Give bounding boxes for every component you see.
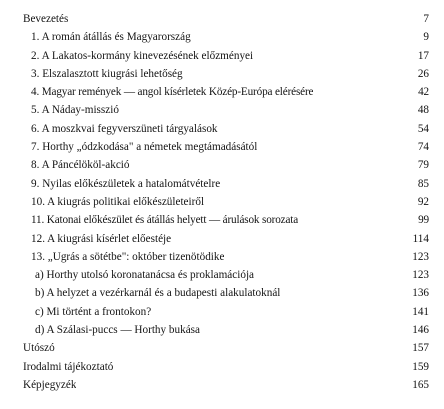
toc-entry xyxy=(23,358,429,376)
toc-entry-title: Képjegyzék xyxy=(23,378,77,391)
toc-entry-title: Utószó xyxy=(23,342,55,355)
toc-entry xyxy=(23,10,429,28)
toc-entry-title: 4. Magyar remények — angol kísérletek Közép-Európa elérésére xyxy=(31,86,314,99)
toc-entry-page-number: 74 xyxy=(417,141,429,154)
toc-entry-page-number: 42 xyxy=(418,86,429,99)
toc-entry-title: c) Mi történt a frontokon? xyxy=(35,305,152,318)
toc-entry-page-number: 92 xyxy=(417,195,429,208)
toc-entry-page-number: 159 xyxy=(412,360,429,373)
toc-entry-title: 5. A Náday-misszió xyxy=(31,104,119,117)
toc-entry-page-number: 99 xyxy=(418,214,429,227)
toc-entry-title: 13. „Ugrás a sötétbe": október tizenötödike xyxy=(31,250,225,263)
toc-entry-title: 6. A moszkvai fegyverszüneti tárgyalások xyxy=(31,122,218,135)
toc-entry-page-number: 48 xyxy=(417,104,429,117)
toc-entry-page-number: 123 xyxy=(412,269,429,282)
toc-entry xyxy=(23,156,429,174)
toc-entry xyxy=(23,230,429,248)
toc-entry-title: b) A helyzet a vezérkarnál és a budapesti alakulatoknál xyxy=(35,287,281,300)
toc-entry-title: a) Horthy utolsó koronatanácsa és proklamációja xyxy=(35,269,255,282)
toc-entry-page-number: 136 xyxy=(412,287,429,300)
toc-entry xyxy=(23,211,429,229)
toc-entry xyxy=(23,284,429,302)
toc-entry-title: 12. A kiugrási kísérlet előestéje xyxy=(31,232,172,245)
toc-entry xyxy=(23,266,429,284)
toc-entry-title: d) A Szálasi-puccs — Horthy bukása xyxy=(35,324,200,337)
toc-entry-title: 11. Katonai előkészület és átállás helyett — árulások sorozata xyxy=(31,214,299,227)
toc-entry-title: 7. Horthy „ódzkodása" a németek megtámadásától xyxy=(31,141,258,154)
toc-entry xyxy=(23,65,429,83)
toc-entry-title: 1. A román átállás és Magyarország xyxy=(31,31,191,44)
toc-entry xyxy=(23,376,429,394)
toc-entry-page-number: 7 xyxy=(423,13,429,25)
toc-entry-page-number: 85 xyxy=(417,177,429,190)
toc-entry-page-number: 165 xyxy=(412,378,429,391)
toc-entry-page-number: 114 xyxy=(412,232,429,245)
toc-entry xyxy=(23,138,429,156)
toc-entry-page-number: 123 xyxy=(412,250,429,263)
toc-entry-title: Irodalmi tájékoztató xyxy=(23,360,114,373)
toc-entry xyxy=(23,101,429,119)
toc-entry-page-number: 79 xyxy=(417,159,429,172)
toc-entry-page-number: 157 xyxy=(412,342,429,355)
toc-entry xyxy=(23,120,429,138)
toc-entry-page-number: 26 xyxy=(417,67,429,80)
toc-entry xyxy=(23,83,429,101)
toc-entry xyxy=(23,193,429,211)
toc-entry-title: 10. A kiugrás politikai előkészületeiről xyxy=(31,195,205,208)
toc-entry xyxy=(23,339,429,357)
toc-entry-page-number: 9 xyxy=(423,31,429,44)
toc-entry-title: 8. A Páncélököl-akció xyxy=(31,159,130,172)
table-of-contents xyxy=(23,10,429,394)
toc-entry xyxy=(23,248,429,266)
toc-entry xyxy=(23,321,429,339)
toc-entry-page-number: 141 xyxy=(412,305,429,318)
toc-entry-page-number: 54 xyxy=(417,122,429,135)
toc-entry-title: 3. Elszalasztott kiugrási lehetőség xyxy=(31,67,183,80)
toc-entry-title: Bevezetés xyxy=(23,13,69,25)
toc-entry xyxy=(23,28,429,46)
toc-entry-page-number: 17 xyxy=(417,49,429,62)
toc-entry xyxy=(23,303,429,321)
toc-entry xyxy=(23,47,429,65)
toc-entry-page-number: 146 xyxy=(412,324,429,337)
toc-entry-title: 9. Nyilas előkészületek a hatalomátvételre xyxy=(31,177,221,190)
toc-entry-title: 2. A Lakatos-kormány kinevezésének előzményei xyxy=(31,49,254,62)
toc-entry xyxy=(23,175,429,193)
